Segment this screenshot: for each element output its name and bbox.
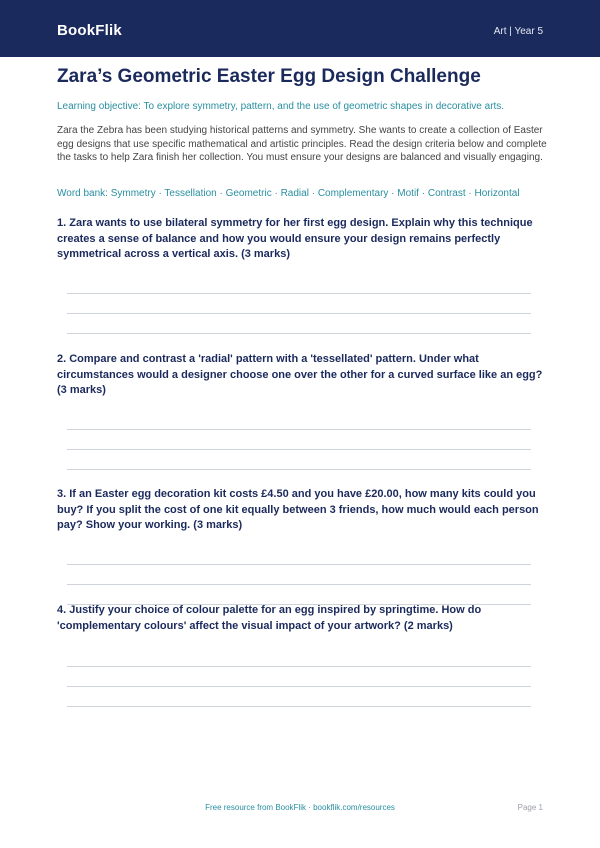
answer-line[interactable] (67, 686, 531, 687)
word-bank: Word bank: Symmetry · Tessellation · Geometric · Radial · Complementary · Motif · Contrast · Horizontal (57, 188, 520, 199)
question-1: 1. Zara wants to use bilateral symmetry for her first egg design. Explain why this technique creates a sense of balance and how you would ensure your design remains perfectly symmetrical across a vertical axis. (3 marks) (57, 217, 533, 260)
answer-line[interactable] (67, 293, 531, 294)
answer-line[interactable] (67, 429, 531, 430)
answer-line[interactable] (67, 584, 531, 585)
question-4: 4. Justify your choice of colour palette for an egg inspired by springtime. How do 'complementary colours' affect the visual impact of your artwork? (2 marks) (57, 604, 482, 632)
answer-line[interactable] (67, 333, 531, 334)
question-3: 3. If an Easter egg decoration kit costs £4.50 and you have £20.00, how many kits could you buy? If you split the cost of one kit equally between 3 friends, how much would each person pay? Show your working. (3 marks) (57, 488, 539, 531)
subject-year-label: Art | Year 5 (493, 26, 543, 37)
page-header (0, 0, 600, 57)
learning-objective: Learning objective: To explore symmetry, pattern, and the use of geometric shapes in decorative arts. (57, 101, 505, 112)
answer-line[interactable] (67, 313, 531, 314)
answer-line[interactable] (67, 564, 531, 565)
page-number: Page 1 (517, 803, 543, 812)
page-title: Zara’s Geometric Easter Egg Design Challenge (57, 66, 481, 87)
answer-line[interactable] (67, 469, 531, 470)
intro-paragraph: Zara the Zebra has been studying historical patterns and symmetry. She wants to create a collection of Easter egg designs that use specific mathematical and artistic principles. Read the design criteria below and complete the tasks to help Zara finish her collection. You must ensure your designs are balanced and visually engaging. (57, 125, 547, 164)
brand-logo: BookFlik (57, 22, 122, 39)
answer-line[interactable] (67, 449, 531, 450)
question-2: 2. Compare and contrast a 'radial' pattern with a 'tessellated' pattern. Under what circumstances would a designer choose one over the other for a curved surface like an egg? (3 marks) (57, 353, 543, 396)
footer-resource-link[interactable]: Free resource from BookFlik · bookflik.com/resources (205, 803, 395, 812)
answer-line[interactable] (67, 666, 531, 667)
answer-line[interactable] (67, 706, 531, 707)
